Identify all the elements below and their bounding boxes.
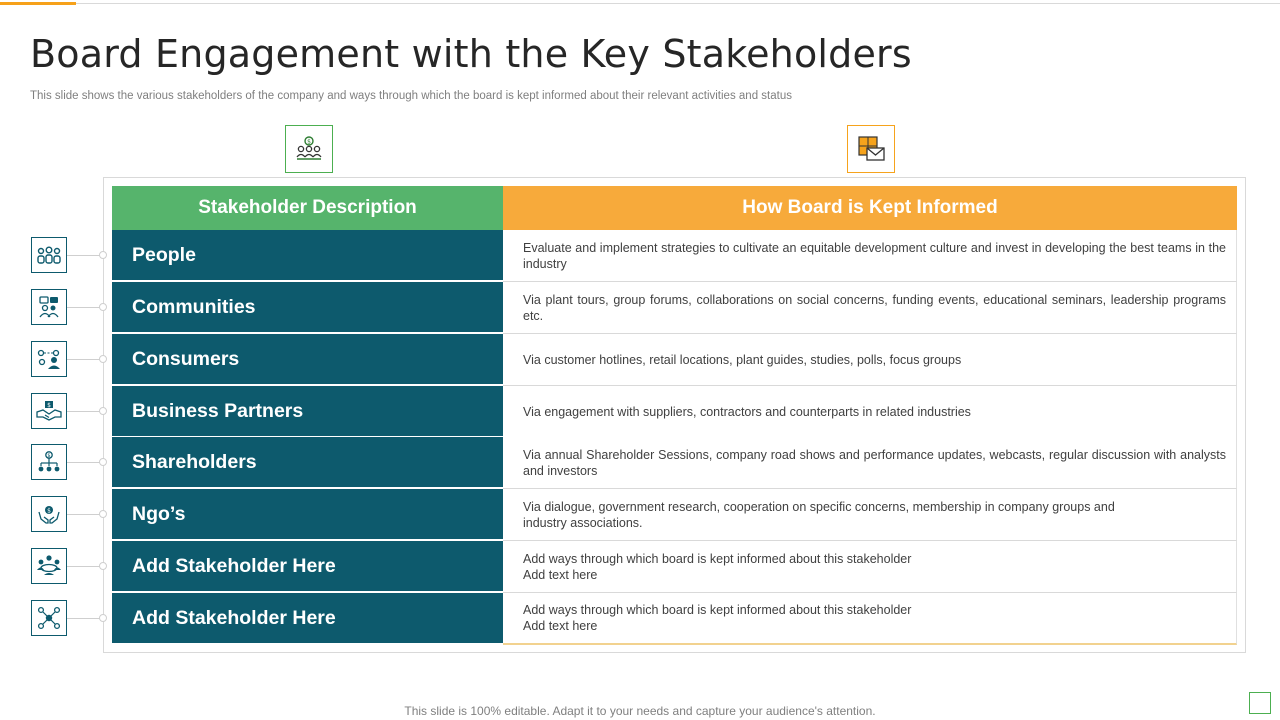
connector-dot (99, 407, 107, 415)
column-header-stakeholder: Stakeholder Description (112, 186, 503, 230)
info-cell (503, 489, 1237, 541)
stakeholder-cell: Communities (112, 282, 503, 333)
info-cell (503, 386, 1237, 438)
stakeholder-cell: Shareholders (112, 437, 503, 488)
connector-dot (99, 355, 107, 363)
connector-dot (99, 458, 107, 466)
connector-line (67, 462, 103, 463)
page-subtitle: This slide shows the various stakeholders of the company and ways through which the board is kept informed about their relevant activities and status (30, 90, 792, 102)
connector-line (67, 359, 103, 360)
info-text: Via plant tours, group forums, collaborations on social concerns, funding events, educational seminars, leadership programs etc. (523, 292, 1226, 323)
info-text: Via annual Shareholder Sessions, company road shows and performance updates, webcasts, regular discussion with analysts and investors (523, 447, 1226, 478)
community-icon (31, 289, 67, 325)
info-text: Via customer hotlines, retail locations, plant guides, studies, polls, focus groups (523, 352, 962, 367)
connector-line (67, 255, 103, 256)
connector-dot (99, 251, 107, 259)
column-header-informed: How Board is Kept Informed (503, 186, 1237, 230)
connector-line (67, 514, 103, 515)
corner-marker (1249, 692, 1271, 714)
stakeholder-cell: Add Stakeholder Here (112, 593, 503, 644)
info-text: Add ways through which board is kept informed about this stakeholder Add text here (523, 603, 912, 633)
stakeholder-cell: Add Stakeholder Here (112, 541, 503, 592)
info-cell (503, 282, 1237, 334)
connector-line (67, 411, 103, 412)
connector-dot (99, 303, 107, 311)
connector-line (67, 566, 103, 567)
donation-hands-icon (31, 496, 67, 532)
info-text: Add ways through which board is kept informed about this stakeholder Add text here (523, 551, 912, 582)
info-text: Via dialogue, government research, cooperation on specific concerns, membership in company groups and industry associations. (523, 499, 1115, 530)
info-text: Via engagement with suppliers, contractors and counterparts in related industries (523, 404, 971, 419)
page-title: Board Engagement with the Key Stakeholders (30, 32, 912, 76)
stakeholder-cell: Business Partners (112, 386, 503, 437)
info-text: Evaluate and implement strategies to cultivate an equitable development culture and invest in developing the best teams in the industry (523, 240, 1226, 271)
svg-text:$: $ (307, 138, 311, 146)
connector-line (67, 307, 103, 308)
info-cell (503, 334, 1237, 386)
team-meeting-icon (31, 548, 67, 584)
mail-document-icon (847, 125, 895, 173)
info-cell (503, 541, 1237, 593)
hierarchy-icon (31, 444, 67, 480)
connector-dot (99, 562, 107, 570)
svg-text:$: $ (47, 402, 51, 409)
footer-note: This slide is 100% editable. Adapt it to your needs and capture your audience's attention. (404, 704, 876, 718)
connector-dot (99, 510, 107, 518)
info-cell (503, 230, 1237, 282)
info-cell (503, 437, 1237, 489)
top-rule (0, 3, 1280, 4)
top-accent-bar (0, 2, 76, 5)
svg-text:$: $ (47, 507, 51, 515)
svg-text:$: $ (47, 453, 51, 459)
network-icon (31, 600, 67, 636)
info-cell (503, 593, 1237, 645)
connector-line (67, 618, 103, 619)
consumer-icon (31, 341, 67, 377)
connector-dot (99, 614, 107, 622)
people-group-icon (31, 237, 67, 273)
stakeholder-cell: Consumers (112, 334, 503, 385)
handshake-icon (31, 393, 67, 429)
stakeholder-cell: People (112, 230, 503, 281)
meeting-icon (285, 125, 333, 173)
stakeholder-cell: Ngo’s (112, 489, 503, 540)
